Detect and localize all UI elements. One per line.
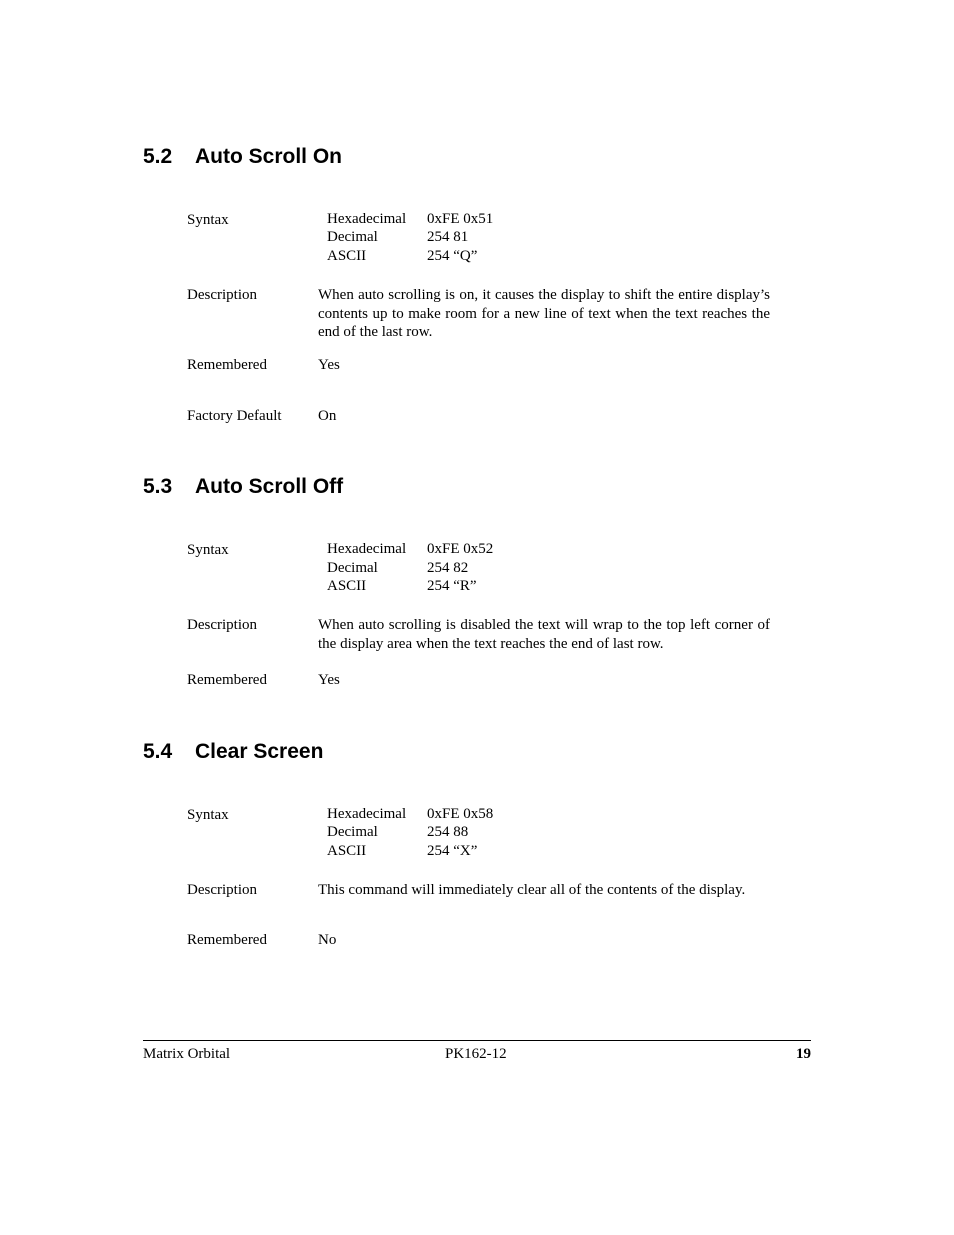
- description-text: When auto scrolling is on, it causes the display to shift the entire display’s contents up to make room for a new line of text when the text reaches the end of the last row.: [318, 287, 770, 341]
- footer-rule: [143, 1040, 811, 1041]
- syntax-ascii-label: ASCII: [327, 248, 367, 264]
- section-number: 5.2: [143, 145, 173, 168]
- section-title: Auto Scroll On: [195, 145, 342, 168]
- syntax-hex-value: 0xFE 0x51: [427, 211, 494, 227]
- section-number: 5.4: [143, 740, 173, 763]
- footer-company: Matrix Orbital: [143, 1046, 231, 1062]
- description-text: This command will immediately clear all of the contents of the display.: [318, 882, 746, 898]
- description-label: Description: [187, 287, 257, 303]
- syntax-label: Syntax: [187, 212, 229, 228]
- description-label: Description: [187, 617, 257, 633]
- syntax-ascii-label: ASCII: [327, 843, 367, 859]
- remembered-value: Yes: [318, 672, 340, 688]
- remembered-label: Remembered: [187, 672, 267, 688]
- syntax-ascii-value: 254 “X”: [427, 843, 478, 859]
- syntax-ascii-value: 254 “Q”: [427, 248, 478, 264]
- remembered-value: Yes: [318, 357, 340, 373]
- section-title: Clear Screen: [195, 740, 324, 763]
- syntax-ascii-value: 254 “R”: [427, 578, 477, 594]
- syntax-hex-value: 0xFE 0x52: [427, 541, 494, 557]
- syntax-dec-label: Decimal: [327, 824, 378, 840]
- section-title: Auto Scroll Off: [195, 475, 344, 498]
- syntax-dec-label: Decimal: [327, 560, 378, 576]
- syntax-hex-label: Hexadecimal: [327, 806, 407, 822]
- syntax-label: Syntax: [187, 807, 229, 823]
- syntax-dec-label: Decimal: [327, 229, 378, 245]
- syntax-hex-label: Hexadecimal: [327, 211, 407, 227]
- footer-model: PK162-12: [445, 1046, 507, 1062]
- description-label: Description: [187, 882, 257, 898]
- syntax-ascii-label: ASCII: [327, 578, 367, 594]
- remembered-value: No: [318, 932, 337, 948]
- remembered-label: Remembered: [187, 932, 267, 948]
- syntax-label: Syntax: [187, 542, 229, 558]
- description-text: When auto scrolling is disabled the text will wrap to the top left corner of the display area when the text reaches the end of last row.: [318, 617, 770, 652]
- section-number: 5.3: [143, 475, 173, 498]
- page-number: 19: [796, 1046, 811, 1062]
- syntax-dec-value: 254 81: [427, 229, 469, 245]
- syntax-dec-value: 254 88: [427, 824, 469, 840]
- factory-default-value: On: [318, 408, 337, 424]
- syntax-hex-value: 0xFE 0x58: [427, 806, 494, 822]
- remembered-label: Remembered: [187, 357, 267, 373]
- factory-default-label: Factory Default: [187, 408, 282, 424]
- syntax-dec-value: 254 82: [427, 560, 469, 576]
- syntax-hex-label: Hexadecimal: [327, 541, 407, 557]
